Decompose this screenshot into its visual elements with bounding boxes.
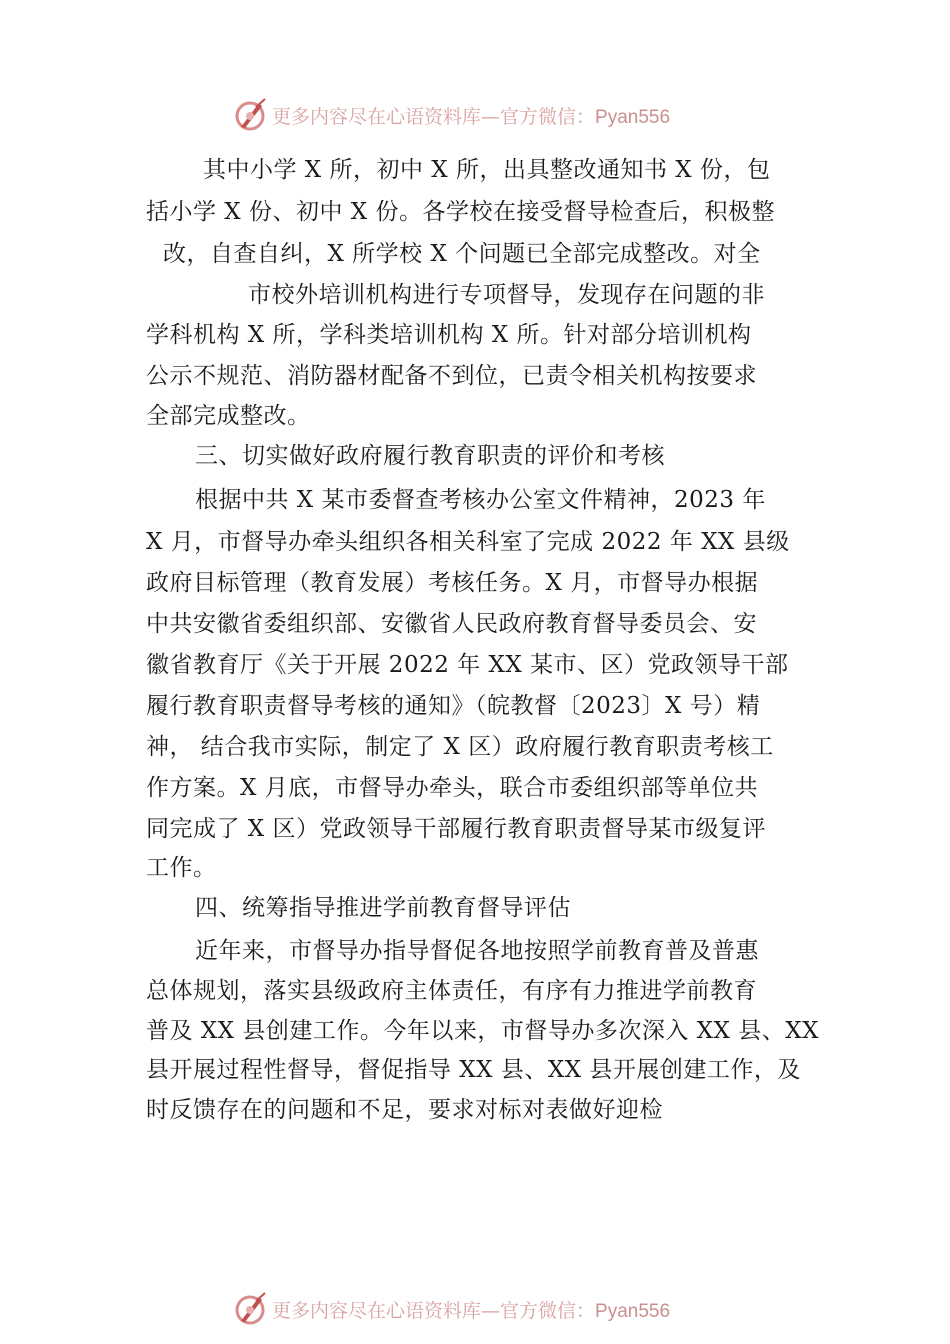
- watermark-wechat-id: Pyan556: [595, 106, 671, 128]
- body-line-6: 公示不规范、消防器材配备不到位，已责令相关机构按要求: [146, 363, 757, 389]
- body-line-13: 徽省教育厅《关于开展 2022 年 XX 某市、区）党政领导干部: [146, 652, 789, 678]
- body-line-21: 总体规划，落实县级政府主体责任，有序有力推进学前教育: [146, 978, 757, 1004]
- body-line-4: 市校外培训机构进行专项督导，发现存在问题的非: [248, 282, 765, 308]
- body-line-18: 工作。: [146, 855, 217, 881]
- section-heading-4: 四、统筹指导推进学前教育督导评估: [195, 895, 571, 921]
- body-line-2: 括小学 X 份、初中 X 份。各学校在接受督导检查后，积极整: [146, 199, 775, 225]
- quill-logo-icon: [232, 97, 268, 133]
- watermark-banner-top: [232, 97, 670, 133]
- body-line-24: 时反馈存在的问题和不足，要求对标对表做好迎检: [146, 1097, 663, 1123]
- body-line-7: 全部完成整改。: [146, 403, 311, 429]
- quill-logo-icon: [232, 1291, 268, 1327]
- watermark-site-text: 更多内容尽在心语资料库—官方微信：: [272, 1299, 596, 1322]
- body-line-1: 其中小学 X 所，初中 X 所，出具整改通知书 X 份，包: [203, 157, 771, 183]
- body-line-5: 学科机构 X 所，学科类培训机构 X 所。针对部分培训机构: [146, 322, 752, 348]
- watermark-banner-bottom: [232, 1291, 670, 1327]
- watermark-text: [272, 1296, 670, 1323]
- body-line-23: 县开展过程性督导，督促指导 XX 县、XX 县开展创建工作，及: [146, 1057, 801, 1083]
- body-line-17: 同完成了 X 区）党政领导干部履行教育职责督导某市级复评: [146, 816, 766, 842]
- section-heading-3: 三、切实做好政府履行教育职责的评价和考核: [195, 443, 665, 469]
- body-line-14: 履行教育职责督导考核的通知》（皖教督〔2023〕X 号）精: [146, 693, 761, 719]
- body-line-10: X 月，市督导办牵头组织各相关科室了完成 2022 年 XX 县级: [146, 529, 790, 555]
- body-line-9: 根据中共 X 某市委督查考核办公室文件精神，2023 年: [195, 487, 766, 513]
- body-line-22: 普及 XX 县创建工作。今年以来，市督导办多次深入 XX 县、XX: [146, 1018, 819, 1044]
- body-line-20: 近年来，市督导办指导督促各地按照学前教育普及普惠: [195, 938, 759, 964]
- watermark-wechat-id: Pyan556: [595, 1300, 671, 1322]
- body-line-11: 政府目标管理（教育发展）考核任务。X 月，市督导办根据: [146, 570, 759, 596]
- body-line-16: 作方案。X 月底，市督导办牵头，联合市委组织部等单位共: [146, 775, 759, 801]
- watermark-site-text: 更多内容尽在心语资料库—官方微信：: [272, 105, 596, 128]
- body-line-12: 中共安徽省委组织部、安徽省人民政府教育督导委员会、安: [146, 611, 757, 637]
- watermark-text: [272, 102, 670, 129]
- body-line-3: 改，自查自纠，X 所学校 X 个问题已全部完成整改。对全: [163, 241, 761, 267]
- body-line-15: 神， 结合我市实际，制定了 X 区）政府履行教育职责考核工: [146, 734, 774, 760]
